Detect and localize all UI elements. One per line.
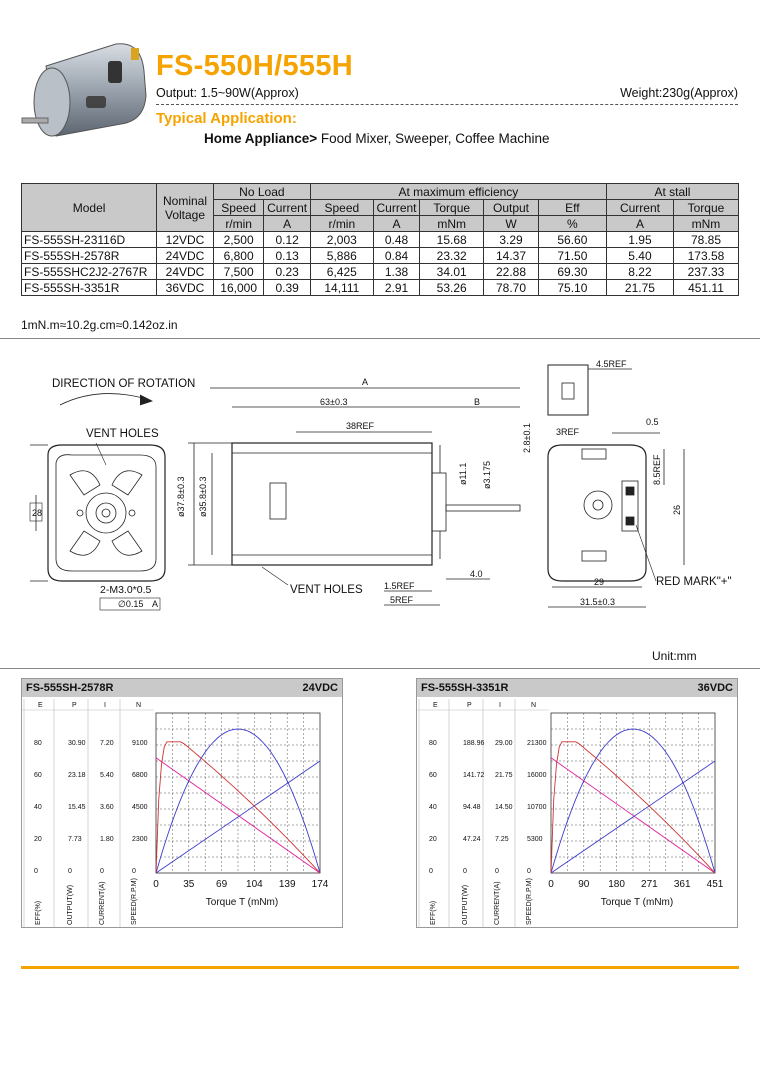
value-cell: 56.60	[538, 232, 606, 248]
axis-tick-label: 40	[429, 804, 437, 811]
value-cell: 24VDC	[157, 248, 214, 264]
col-head: Current	[264, 200, 310, 216]
value-cell: 15.68	[420, 232, 484, 248]
x-axis-label: Torque T (mNm)	[205, 897, 279, 908]
value-cell: 1.95	[606, 232, 673, 248]
chart-plot	[417, 697, 737, 927]
dim-3175: ø3.175	[482, 460, 492, 489]
chart-model: FS-555SH-3351R	[421, 682, 509, 694]
group-max-eff: At maximum efficiency	[310, 184, 606, 200]
column-head: E	[433, 702, 438, 709]
dim-38: 38REF	[346, 421, 375, 431]
axis-tick-label: 7.20	[100, 740, 114, 747]
axis-tick-label: 94.48	[463, 804, 481, 811]
x-tick-label: 139	[278, 879, 296, 890]
value-cell: 1.38	[373, 264, 419, 280]
y-axis-label: OUTPUT(W)	[67, 884, 74, 925]
axis-tick-label: 0	[100, 868, 104, 875]
value-cell: 75.10	[538, 280, 606, 296]
col-head: Speed	[310, 200, 373, 216]
screw-label: 2-M3.0*0.5	[100, 584, 152, 596]
group-stall: At stall	[606, 184, 738, 200]
chart-header	[417, 679, 737, 697]
dim-378: ø37.8±0.3	[176, 476, 186, 517]
axis-tick-label: 3.60	[100, 804, 114, 811]
dimension-drawing	[0, 345, 760, 645]
axis-tick-label: 10700	[527, 804, 547, 811]
model-cell: FS-555SHC2J2-2767R	[22, 264, 157, 280]
value-cell: 69.30	[538, 264, 606, 280]
value-cell: 14,111	[310, 280, 373, 296]
unit-conversion: 1mN.m≈10.2g.cm≈0.142oz.in	[21, 318, 178, 332]
axis-tick-label: 0	[34, 868, 38, 875]
axis-tick-label: 21300	[527, 740, 547, 747]
product-title: FS-550H/555H	[156, 50, 354, 82]
value-cell: 78.70	[484, 280, 539, 296]
vent-holes-label: VENT HOLES	[86, 428, 159, 440]
value-cell: 3.29	[484, 232, 539, 248]
red-mark-label: RED MARK"+"	[656, 576, 732, 588]
axis-tick-label: 0	[463, 868, 467, 875]
axis-tick-label: 0	[68, 868, 72, 875]
axis-tick-label: 16000	[527, 772, 547, 779]
x-tick-label: 69	[216, 879, 228, 890]
application-category: Home Appliance>	[204, 131, 318, 146]
value-cell: 0.84	[373, 248, 419, 264]
x-tick-label: 271	[641, 879, 658, 890]
axis-tick-label: 30.90	[68, 740, 86, 747]
application-line	[204, 131, 550, 146]
motor-photo	[16, 36, 156, 146]
value-cell: 0.13	[264, 248, 310, 264]
col-unit: W	[484, 216, 539, 232]
col-head: Torque	[420, 200, 484, 216]
value-cell: 2,500	[213, 232, 264, 248]
axis-tick-label: 1.80	[100, 836, 114, 843]
y-axis-label: CURRENT(A)	[99, 881, 106, 925]
axis-tick-label: 4500	[132, 804, 148, 811]
axis-tick-label: 80	[34, 740, 42, 747]
y-axis-label: OUTPUT(W)	[462, 884, 469, 925]
value-cell: 0.12	[264, 232, 310, 248]
dim-315: 31.5±0.3	[580, 597, 615, 607]
value-cell: 0.39	[264, 280, 310, 296]
model-cell: FS-555SH-3351R	[22, 280, 157, 296]
value-cell: 53.26	[420, 280, 484, 296]
axis-tick-label: 2300	[132, 836, 148, 843]
dim-05: 0.5	[646, 417, 659, 427]
dim-3ref: 3REF	[556, 427, 580, 437]
axis-tick-label: 7.25	[495, 836, 509, 843]
column-head: E	[38, 702, 43, 709]
dim-26: 26	[672, 504, 682, 515]
axis-tick-label: 21.75	[495, 772, 513, 779]
application-items: Food Mixer, Sweeper, Coffee Machine	[317, 131, 550, 146]
y-axis-label: SPEED(R.P.M)	[526, 878, 533, 925]
footer-rule	[21, 966, 739, 969]
dim-111: ø11.1	[458, 462, 468, 485]
axis-tick-label: 29.00	[495, 740, 513, 747]
column-head: I	[499, 702, 501, 709]
dim-40: 4.0	[470, 569, 483, 579]
value-cell: 6,425	[310, 264, 373, 280]
performance-chart-3351r	[416, 678, 738, 928]
model-cell: FS-555SH-23116D	[22, 232, 157, 248]
axis-tick-label: 20	[34, 836, 42, 843]
typical-application-heading: Typical Application:	[156, 110, 297, 127]
axis-tick-label: 40	[34, 804, 42, 811]
col-head: Torque	[673, 200, 738, 216]
value-cell: 22.88	[484, 264, 539, 280]
y-axis-label: SPEED(R.P.M)	[131, 878, 138, 925]
spec-table	[21, 183, 739, 296]
axis-tick-label: 7.73	[68, 836, 82, 843]
value-cell: 34.01	[420, 264, 484, 280]
x-tick-label: 361	[673, 879, 691, 890]
col-model: Model	[22, 184, 157, 232]
model-cell: FS-555SH-2578R	[22, 248, 157, 264]
x-tick-label: 0	[548, 879, 554, 890]
dim-b: B	[474, 397, 481, 407]
y-axis-label: EFF(%)	[35, 900, 42, 925]
dim-28: 28	[32, 508, 43, 518]
chart-header	[22, 679, 342, 697]
dim-358: ø35.8±0.3	[198, 476, 208, 517]
x-tick-label: 104	[246, 879, 263, 890]
col-unit: r/min	[213, 216, 264, 232]
column-head: N	[136, 702, 142, 709]
chart-plot	[22, 697, 342, 927]
unit-label: Unit:mm	[652, 649, 697, 663]
table-row	[22, 248, 739, 264]
col-head: Eff	[538, 200, 606, 216]
axis-tick-label: 60	[34, 772, 42, 779]
value-cell: 237.33	[673, 264, 738, 280]
y-axis-label: EFF(%)	[430, 900, 437, 925]
value-cell: 16,000	[213, 280, 264, 296]
column-head: N	[531, 702, 537, 709]
value-cell: 23.32	[420, 248, 484, 264]
divider	[0, 338, 760, 339]
chart-voltage: 36VDC	[697, 682, 733, 694]
axis-tick-label: 5.40	[100, 772, 114, 779]
axis-tick-label: 15.45	[68, 804, 86, 811]
dim-63: 63±0.3	[320, 397, 348, 407]
chart-voltage: 24VDC	[302, 682, 338, 694]
col-unit: mNm	[420, 216, 484, 232]
dim-28b: 2.8±0.1	[522, 423, 532, 453]
column-head: P	[467, 702, 472, 709]
tolerance-ref: A	[152, 599, 159, 609]
value-cell: 0.48	[373, 232, 419, 248]
output-spec: Output: 1.5~90W(Approx)	[156, 86, 299, 100]
axis-tick-label: 14.50	[495, 804, 513, 811]
value-cell: 2,003	[310, 232, 373, 248]
col-head: Output	[484, 200, 539, 216]
group-no-load: No Load	[213, 184, 310, 200]
col-voltage: Nominal Voltage	[157, 184, 214, 232]
dim-5: 5REF	[390, 595, 414, 605]
axis-tick-label: 6800	[132, 772, 148, 779]
axis-tick-label: 9100	[132, 740, 148, 747]
axis-tick-label: 47.24	[463, 836, 481, 843]
axis-tick-label: 23.18	[68, 772, 86, 779]
value-cell: 12VDC	[157, 232, 214, 248]
value-cell: 173.58	[673, 248, 738, 264]
value-cell: 21.75	[606, 280, 673, 296]
value-cell: 36VDC	[157, 280, 214, 296]
weight-spec: Weight:230g(Approx)	[620, 86, 738, 100]
x-axis-label: Torque T (mNm)	[600, 897, 674, 908]
axis-tick-label: 0	[527, 868, 531, 875]
y-axis-label: CURRENT(A)	[494, 881, 501, 925]
value-cell: 78.85	[673, 232, 738, 248]
col-unit: A	[264, 216, 310, 232]
x-tick-label: 174	[311, 879, 329, 890]
dim-a: A	[362, 377, 369, 387]
axis-tick-label: 0	[495, 868, 499, 875]
column-head: I	[104, 702, 106, 709]
dim-85: 8.5REF	[652, 454, 662, 485]
axis-tick-label: 141.72	[463, 772, 485, 779]
value-cell: 7,500	[213, 264, 264, 280]
direction-label: DIRECTION OF ROTATION	[52, 378, 196, 390]
col-unit: A	[606, 216, 673, 232]
table-row	[22, 232, 739, 248]
performance-chart-2578r	[21, 678, 343, 928]
value-cell: 2.91	[373, 280, 419, 296]
divider	[156, 104, 738, 105]
dim-29: 29	[594, 577, 605, 587]
col-unit: A	[373, 216, 419, 232]
dim-15: 1.5REF	[384, 581, 415, 591]
value-cell: 71.50	[538, 248, 606, 264]
x-tick-label: 90	[578, 879, 590, 890]
axis-tick-label: 188.96	[463, 740, 485, 747]
axis-tick-label: 60	[429, 772, 437, 779]
x-tick-label: 35	[183, 879, 195, 890]
divider	[0, 668, 760, 669]
dim-45: 4.5REF	[596, 359, 627, 369]
table-row	[22, 280, 739, 296]
axis-tick-label: 0	[132, 868, 136, 875]
x-tick-label: 0	[153, 879, 159, 890]
value-cell: 5,886	[310, 248, 373, 264]
value-cell: 0.23	[264, 264, 310, 280]
x-tick-label: 451	[706, 879, 724, 890]
col-unit: mNm	[673, 216, 738, 232]
col-head: Speed	[213, 200, 264, 216]
column-head: P	[72, 702, 77, 709]
col-unit: %	[538, 216, 606, 232]
axis-tick-label: 20	[429, 836, 437, 843]
axis-tick-label: 80	[429, 740, 437, 747]
col-unit: r/min	[310, 216, 373, 232]
value-cell: 451.11	[673, 280, 738, 296]
axis-tick-label: 5300	[527, 836, 543, 843]
value-cell: 5.40	[606, 248, 673, 264]
vent-holes-label-2: VENT HOLES	[290, 584, 363, 596]
tolerance-value: ∅0.15	[118, 599, 144, 609]
chart-model: FS-555SH-2578R	[26, 682, 114, 694]
axis-tick-label: 0	[429, 868, 433, 875]
x-tick-label: 180	[608, 879, 625, 890]
value-cell: 14.37	[484, 248, 539, 264]
col-head: Current	[373, 200, 419, 216]
value-cell: 24VDC	[157, 264, 214, 280]
value-cell: 8.22	[606, 264, 673, 280]
col-head: Current	[606, 200, 673, 216]
table-row	[22, 264, 739, 280]
value-cell: 6,800	[213, 248, 264, 264]
